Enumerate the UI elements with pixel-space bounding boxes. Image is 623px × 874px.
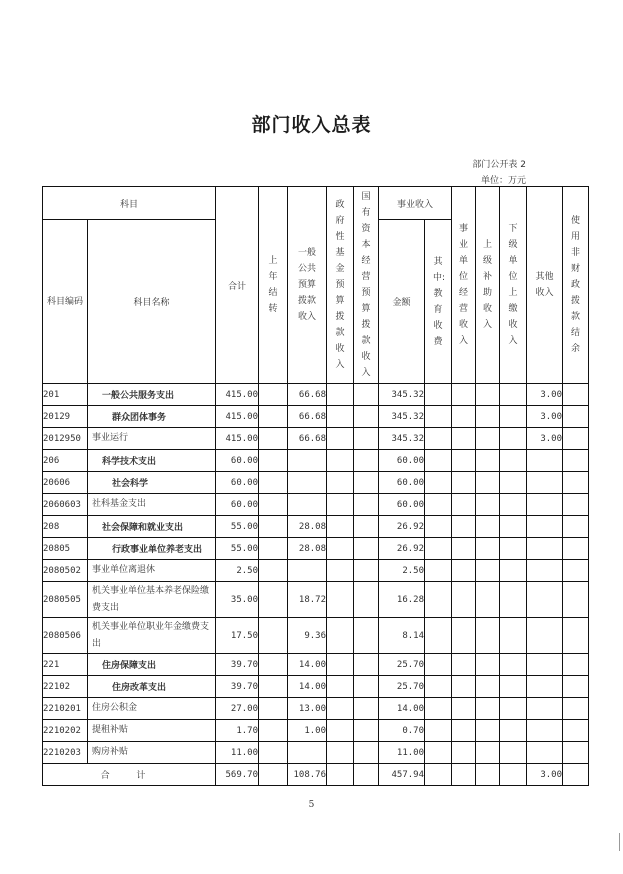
operating-cell — [452, 560, 476, 582]
other-cell — [527, 582, 563, 618]
biz-amount-cell: 11.00 — [379, 742, 425, 764]
superior-cell — [476, 720, 500, 742]
operating-cell — [452, 494, 476, 516]
general-cell: 66.68 — [288, 428, 327, 450]
carryover-cell — [259, 560, 288, 582]
subject-name-cell: 住房改革支出 — [88, 676, 216, 698]
header-state-capital: 国有资本经营预算拨款收入 — [354, 187, 379, 384]
subject-name-cell: 住房保障支出 — [88, 654, 216, 676]
subject-code-cell: 206 — [43, 450, 88, 472]
state-cap-cell — [354, 406, 379, 428]
state-cap-cell — [354, 494, 379, 516]
table-row — [43, 494, 589, 516]
operating-cell — [452, 384, 476, 406]
gov-fund-cell — [327, 654, 354, 676]
subject-code-cell: 20606 — [43, 472, 88, 494]
general-cell: 1.00 — [288, 720, 327, 742]
total-cell: 55.00 — [216, 538, 259, 560]
general-cell — [288, 560, 327, 582]
subordinate-cell — [500, 494, 527, 516]
operating-cell — [452, 428, 476, 450]
total-label: 合 计 — [43, 764, 216, 786]
subordinate-cell — [500, 720, 527, 742]
subject-name-cell: 购房补贴 — [88, 742, 216, 764]
carryover-cell — [259, 720, 288, 742]
total-cell: 60.00 — [216, 494, 259, 516]
gov-fund-cell — [327, 428, 354, 450]
subordinate-cell — [500, 582, 527, 618]
other-cell — [527, 742, 563, 764]
carryover-cell — [259, 582, 288, 618]
general-cell — [288, 472, 327, 494]
gov-fund-cell — [327, 406, 354, 428]
nonfiscal-cell — [563, 428, 589, 450]
state-cap-cell — [354, 618, 379, 654]
total-cell: 60.00 — [216, 472, 259, 494]
operating-cell — [452, 450, 476, 472]
total-operating-cell — [452, 764, 476, 786]
biz-edu-cell — [425, 720, 452, 742]
page-edge-mark — [619, 833, 620, 851]
subject-code-cell: 201 — [43, 384, 88, 406]
state-cap-cell — [354, 538, 379, 560]
table-row — [43, 538, 589, 560]
nonfiscal-cell — [563, 742, 589, 764]
carryover-cell — [259, 654, 288, 676]
superior-cell — [476, 538, 500, 560]
nonfiscal-cell — [563, 582, 589, 618]
general-cell — [288, 494, 327, 516]
subject-code-cell: 2080502 — [43, 560, 88, 582]
superior-cell — [476, 494, 500, 516]
subject-code-cell: 2012950 — [43, 428, 88, 450]
total-nonfiscal-cell — [563, 764, 589, 786]
subject-code-cell: 20129 — [43, 406, 88, 428]
nonfiscal-cell — [563, 720, 589, 742]
total-cell: 39.70 — [216, 654, 259, 676]
operating-cell — [452, 676, 476, 698]
operating-cell — [452, 618, 476, 654]
nonfiscal-cell — [563, 618, 589, 654]
income-summary-table — [42, 186, 589, 786]
subject-name-cell: 行政事业单位养老支出 — [88, 538, 216, 560]
subject-code-cell: 22102 — [43, 676, 88, 698]
subject-name-cell: 机关事业单位基本养老保险缴费支出 — [88, 582, 216, 618]
table-body — [43, 384, 589, 786]
subject-name-cell: 科学技术支出 — [88, 450, 216, 472]
nonfiscal-cell — [563, 406, 589, 428]
subject-name-cell: 社会科学 — [88, 472, 216, 494]
superior-cell — [476, 406, 500, 428]
header-superior-subsidy: 上级补助收入 — [476, 187, 500, 384]
other-cell — [527, 516, 563, 538]
subject-code-cell: 20805 — [43, 538, 88, 560]
general-cell: 14.00 — [288, 654, 327, 676]
subject-name-cell: 群众团体事务 — [88, 406, 216, 428]
biz-amount-cell: 345.32 — [379, 384, 425, 406]
subject-name-cell: 事业运行 — [88, 428, 216, 450]
subject-name-cell: 提租补贴 — [88, 720, 216, 742]
superior-cell — [476, 516, 500, 538]
total-cell: 17.50 — [216, 618, 259, 654]
subordinate-cell — [500, 538, 527, 560]
superior-cell — [476, 582, 500, 618]
carryover-cell — [259, 472, 288, 494]
carryover-cell — [259, 618, 288, 654]
subordinate-cell — [500, 698, 527, 720]
carryover-cell — [259, 698, 288, 720]
biz-edu-cell — [425, 516, 452, 538]
general-cell: 14.00 — [288, 676, 327, 698]
state-cap-cell — [354, 654, 379, 676]
other-cell: 3.00 — [527, 428, 563, 450]
other-cell: 3.00 — [527, 406, 563, 428]
superior-cell — [476, 698, 500, 720]
superior-cell — [476, 384, 500, 406]
biz-edu-cell — [425, 654, 452, 676]
total-cell: 11.00 — [216, 742, 259, 764]
page-number: 5 — [308, 800, 315, 810]
biz-edu-cell — [425, 406, 452, 428]
biz-amount-cell: 60.00 — [379, 450, 425, 472]
header-total: 合计 — [216, 187, 259, 384]
gov-fund-cell — [327, 720, 354, 742]
total-state-cap-cell — [354, 764, 379, 786]
general-cell: 13.00 — [288, 698, 327, 720]
general-cell — [288, 742, 327, 764]
table-row — [43, 654, 589, 676]
general-cell: 66.68 — [288, 406, 327, 428]
operating-cell — [452, 516, 476, 538]
superior-cell — [476, 472, 500, 494]
header-general-budget: 一般公共预算拨款收入 — [288, 187, 327, 384]
total-cell: 39.70 — [216, 676, 259, 698]
header-business-income-group: 事业收入 — [379, 187, 452, 220]
general-cell: 18.72 — [288, 582, 327, 618]
state-cap-cell — [354, 720, 379, 742]
subject-code-cell: 208 — [43, 516, 88, 538]
other-cell — [527, 450, 563, 472]
gov-fund-cell — [327, 560, 354, 582]
total-gov-fund-cell — [327, 764, 354, 786]
general-cell: 9.36 — [288, 618, 327, 654]
table-header — [43, 187, 589, 384]
gov-fund-cell — [327, 698, 354, 720]
general-cell: 66.68 — [288, 384, 327, 406]
biz-amount-cell: 25.70 — [379, 654, 425, 676]
superior-cell — [476, 742, 500, 764]
biz-edu-cell — [425, 742, 452, 764]
subordinate-cell — [500, 654, 527, 676]
superior-cell — [476, 560, 500, 582]
subordinate-cell — [500, 450, 527, 472]
subordinate-cell — [500, 384, 527, 406]
subject-code-cell: 221 — [43, 654, 88, 676]
biz-edu-cell — [425, 560, 452, 582]
other-cell — [527, 494, 563, 516]
table-row — [43, 406, 589, 428]
superior-cell — [476, 428, 500, 450]
subject-name-cell: 一般公共服务支出 — [88, 384, 216, 406]
other-cell — [527, 618, 563, 654]
table-row — [43, 472, 589, 494]
total-cell: 415.00 — [216, 406, 259, 428]
gov-fund-cell — [327, 618, 354, 654]
nonfiscal-cell — [563, 676, 589, 698]
subject-name-cell: 社科基金支出 — [88, 494, 216, 516]
superior-cell — [476, 676, 500, 698]
subject-code-cell: 2080506 — [43, 618, 88, 654]
superior-cell — [476, 450, 500, 472]
state-cap-cell — [354, 472, 379, 494]
operating-cell — [452, 720, 476, 742]
carryover-cell — [259, 516, 288, 538]
subordinate-cell — [500, 742, 527, 764]
gov-fund-cell — [327, 538, 354, 560]
subject-code-cell: 2080505 — [43, 582, 88, 618]
subordinate-cell — [500, 618, 527, 654]
gov-fund-cell — [327, 494, 354, 516]
subordinate-cell — [500, 472, 527, 494]
nonfiscal-cell — [563, 472, 589, 494]
total-carryover-cell — [259, 764, 288, 786]
subject-code-cell: 2060603 — [43, 494, 88, 516]
subject-name-cell: 社会保障和就业支出 — [88, 516, 216, 538]
superior-cell — [476, 618, 500, 654]
total-cell: 27.00 — [216, 698, 259, 720]
carryover-cell — [259, 494, 288, 516]
nonfiscal-cell — [563, 654, 589, 676]
total-cell: 2.50 — [216, 560, 259, 582]
other-cell — [527, 654, 563, 676]
other-cell — [527, 676, 563, 698]
table-row — [43, 560, 589, 582]
header-subject-group: 科目 — [43, 187, 216, 220]
operating-cell — [452, 654, 476, 676]
carryover-cell — [259, 428, 288, 450]
total-cell: 415.00 — [216, 428, 259, 450]
operating-cell — [452, 472, 476, 494]
header-business-amount: 金额 — [379, 220, 425, 384]
state-cap-cell — [354, 384, 379, 406]
carryover-cell — [259, 450, 288, 472]
subject-code-cell: 2210201 — [43, 698, 88, 720]
total-general-cell: 108.76 — [288, 764, 327, 786]
gov-fund-cell — [327, 472, 354, 494]
biz-edu-cell — [425, 384, 452, 406]
operating-cell — [452, 698, 476, 720]
state-cap-cell — [354, 450, 379, 472]
header-business-edu-fee: 其中:教育收费 — [425, 220, 452, 384]
biz-edu-cell — [425, 450, 452, 472]
other-cell — [527, 560, 563, 582]
biz-amount-cell: 25.70 — [379, 676, 425, 698]
table-row — [43, 428, 589, 450]
subordinate-cell — [500, 560, 527, 582]
biz-edu-cell — [425, 698, 452, 720]
carryover-cell — [259, 538, 288, 560]
header-subject-name: 科目名称 — [88, 220, 216, 384]
subject-name-cell: 事业单位离退休 — [88, 560, 216, 582]
carryover-cell — [259, 742, 288, 764]
biz-amount-cell: 14.00 — [379, 698, 425, 720]
total-biz-edu-cell — [425, 764, 452, 786]
total-cell: 35.00 — [216, 582, 259, 618]
carryover-cell — [259, 384, 288, 406]
biz-edu-cell — [425, 676, 452, 698]
nonfiscal-cell — [563, 560, 589, 582]
table-row — [43, 720, 589, 742]
other-cell — [527, 698, 563, 720]
other-cell — [527, 720, 563, 742]
gov-fund-cell — [327, 384, 354, 406]
total-cell: 60.00 — [216, 450, 259, 472]
operating-cell — [452, 582, 476, 618]
state-cap-cell — [354, 428, 379, 450]
total-superior-cell — [476, 764, 500, 786]
total-biz-amount-cell: 457.94 — [379, 764, 425, 786]
biz-amount-cell: 345.32 — [379, 428, 425, 450]
total-cell: 415.00 — [216, 384, 259, 406]
gov-fund-cell — [327, 742, 354, 764]
other-cell — [527, 538, 563, 560]
state-cap-cell — [354, 516, 379, 538]
total-total-cell: 569.70 — [216, 764, 259, 786]
header-other-income: 其他收入 — [527, 187, 563, 384]
carryover-cell — [259, 406, 288, 428]
form-number: 部门公开表 2 — [472, 160, 526, 170]
biz-amount-cell: 0.70 — [379, 720, 425, 742]
header-gov-fund: 政府性基金预算拨款收入 — [327, 187, 354, 384]
nonfiscal-cell — [563, 516, 589, 538]
state-cap-cell — [354, 676, 379, 698]
table-row — [43, 618, 589, 654]
gov-fund-cell — [327, 676, 354, 698]
header-carryover: 上年结转 — [259, 187, 288, 384]
subordinate-cell — [500, 516, 527, 538]
total-cell: 55.00 — [216, 516, 259, 538]
biz-edu-cell — [425, 428, 452, 450]
subordinate-cell — [500, 406, 527, 428]
biz-amount-cell: 345.32 — [379, 406, 425, 428]
biz-edu-cell — [425, 538, 452, 560]
other-cell: 3.00 — [527, 384, 563, 406]
biz-amount-cell: 16.28 — [379, 582, 425, 618]
table-row — [43, 450, 589, 472]
operating-cell — [452, 538, 476, 560]
header-subject-code: 科目编码 — [43, 220, 88, 384]
state-cap-cell — [354, 698, 379, 720]
operating-cell — [452, 742, 476, 764]
superior-cell — [476, 654, 500, 676]
nonfiscal-cell — [563, 384, 589, 406]
table-row — [43, 676, 589, 698]
biz-amount-cell: 26.92 — [379, 516, 425, 538]
gov-fund-cell — [327, 516, 354, 538]
general-cell: 28.08 — [288, 516, 327, 538]
header-operating-income: 事业单位经营收入 — [452, 187, 476, 384]
nonfiscal-cell — [563, 494, 589, 516]
subject-code-cell: 2210202 — [43, 720, 88, 742]
state-cap-cell — [354, 742, 379, 764]
gov-fund-cell — [327, 582, 354, 618]
subordinate-cell — [500, 676, 527, 698]
table-row — [43, 698, 589, 720]
biz-amount-cell: 60.00 — [379, 472, 425, 494]
table-row — [43, 742, 589, 764]
biz-amount-cell: 2.50 — [379, 560, 425, 582]
nonfiscal-cell — [563, 698, 589, 720]
subject-name-cell: 机关事业单位职业年金缴费支出 — [88, 618, 216, 654]
header-subordinate-payment: 下级单位上缴收入 — [500, 187, 527, 384]
nonfiscal-cell — [563, 450, 589, 472]
table-row — [43, 516, 589, 538]
biz-edu-cell — [425, 582, 452, 618]
other-cell — [527, 472, 563, 494]
state-cap-cell — [354, 560, 379, 582]
subject-name-cell: 住房公积金 — [88, 698, 216, 720]
carryover-cell — [259, 676, 288, 698]
total-other-cell: 3.00 — [527, 764, 563, 786]
subordinate-cell — [500, 428, 527, 450]
operating-cell — [452, 406, 476, 428]
general-cell: 28.08 — [288, 538, 327, 560]
subject-code-cell: 2210203 — [43, 742, 88, 764]
unit-label: 单位：万元 — [480, 176, 526, 186]
nonfiscal-cell — [563, 538, 589, 560]
biz-amount-cell: 8.14 — [379, 618, 425, 654]
biz-edu-cell — [425, 618, 452, 654]
total-subordinate-cell — [500, 764, 527, 786]
biz-edu-cell — [425, 472, 452, 494]
gov-fund-cell — [327, 450, 354, 472]
biz-edu-cell — [425, 494, 452, 516]
table-row — [43, 384, 589, 406]
page-title: 部门收入总表 — [251, 114, 372, 136]
header-non-fiscal-balance: 使用非财政拨款结余 — [563, 187, 589, 384]
total-cell: 1.70 — [216, 720, 259, 742]
biz-amount-cell: 60.00 — [379, 494, 425, 516]
biz-amount-cell: 26.92 — [379, 538, 425, 560]
state-cap-cell — [354, 582, 379, 618]
total-row — [43, 764, 589, 786]
table-row — [43, 582, 589, 618]
general-cell — [288, 450, 327, 472]
